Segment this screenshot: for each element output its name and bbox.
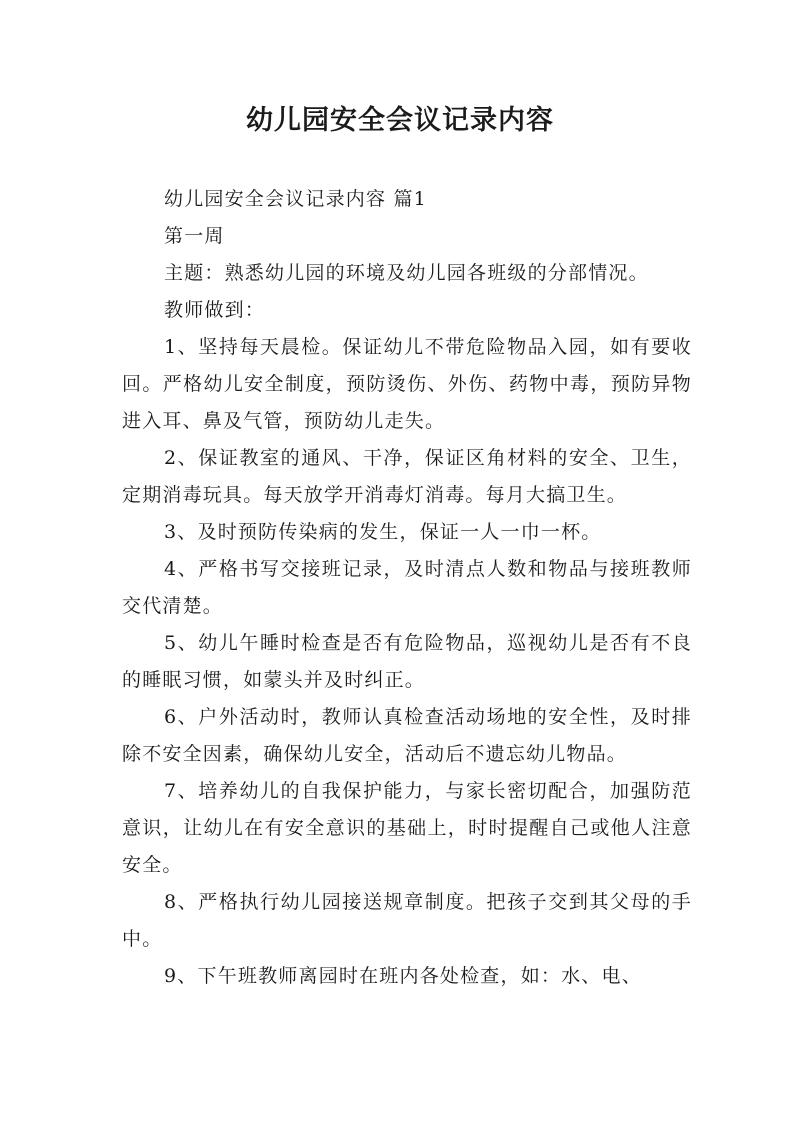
- list-item: 3、及时预防传染病的发生，保证一人一巾一杯。: [164, 521, 602, 543]
- document-title: 幼儿园安全会议记录内容: [246, 105, 554, 136]
- list-item: 6、户外活动时，教师认真检查活动场地的安全性，及时排除不安全因素，确保幼儿安全，活动后不遗忘幼儿物品。: [122, 706, 692, 765]
- list-item: 4、严格书写交接班记录，及时清点人数和物品与接班教师交代清楚。: [122, 558, 692, 617]
- list-item: 9、下午班教师离园时在班内各处检查，如：水、电、: [164, 965, 642, 987]
- teacher-duties-label: 教师做到：: [164, 299, 266, 321]
- week-label: 第一周: [164, 225, 225, 247]
- list-item: 7、培养幼儿的自我保护能力，与家长密切配合，加强防范意识，让幼儿在有安全意识的基础上，时时提醒自己或他人注意安全。: [122, 780, 692, 876]
- section-heading: 幼儿园安全会议记录内容 篇1: [164, 188, 427, 210]
- list-item: 2、保证教室的通风、干净，保证区角材料的安全、卫生，定期消毒玩具。每天放学开消毒灯消毒。每月大搞卫生。: [122, 447, 692, 506]
- list-item: 8、严格执行幼儿园接送规章制度。把孩子交到其父母的手中。: [122, 891, 692, 950]
- list-item: 5、幼儿午睡时检查是否有危险物品，巡视幼儿是否有不良的睡眠习惯，如蒙头并及时纠正。: [122, 632, 692, 691]
- document-body: [122, 181, 692, 995]
- theme-paragraph: 主题：熟悉幼儿园的环境及幼儿园各班级的分部情况。: [164, 262, 649, 284]
- list-item: 1、坚持每天晨检。保证幼儿不带危险物品入园，如有要收回。严格幼儿安全制度，预防烫伤、外伤、药物中毒，预防异物进入耳、鼻及气管，预防幼儿走失。: [122, 336, 692, 432]
